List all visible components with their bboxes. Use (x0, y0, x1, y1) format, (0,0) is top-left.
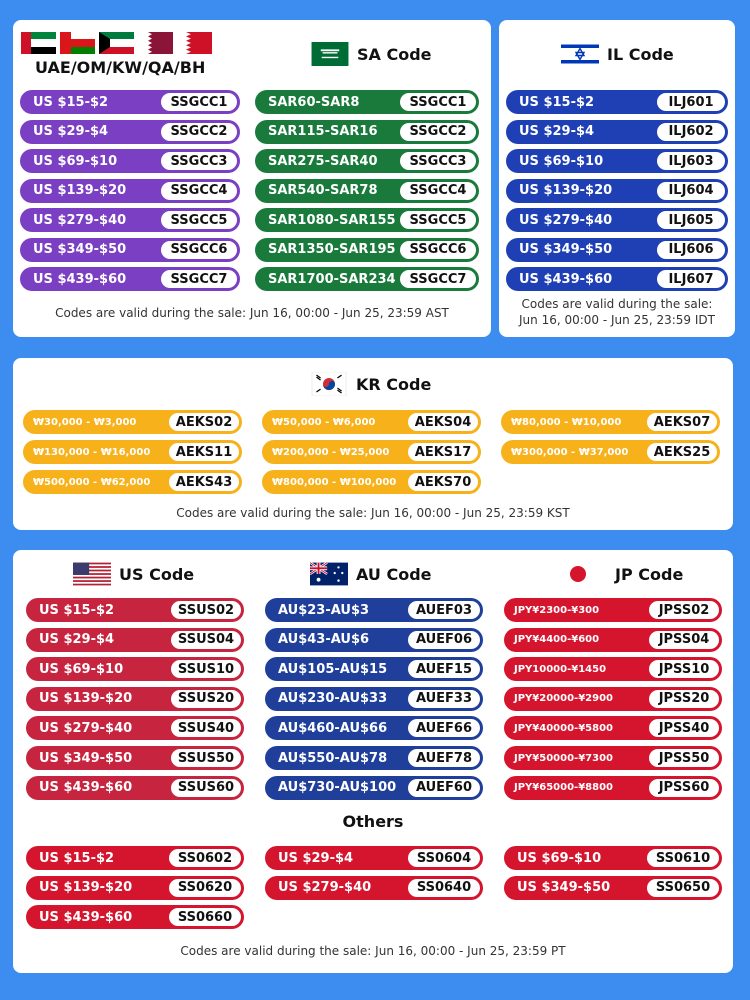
others-coupon-5 (265, 876, 483, 900)
coupon-amount: US $279-$40 (278, 880, 372, 896)
us-coupon-3 (26, 657, 244, 681)
sa-title-group (311, 42, 432, 66)
coupon-code: SSGCC3 (400, 152, 476, 170)
jp-coupon-3 (504, 657, 722, 681)
coupon-code: SSGCC5 (161, 211, 237, 229)
au-coupon-1 (265, 598, 483, 622)
au-coupon-3 (265, 657, 483, 681)
il-coupon-1 (506, 90, 728, 114)
coupon-amount: US $69-$10 (39, 661, 124, 677)
jp-title: JP Code (615, 564, 684, 584)
kr-validity-note: Codes are valid during the sale: Jun 16, 00:00 - Jun 25, 23:59 KST (176, 506, 570, 520)
coupon-code: SSGCC5 (400, 211, 476, 229)
kr-panel (13, 358, 733, 530)
coupon-code: AUEF33 (408, 690, 480, 708)
coupon-amount: ₩300,000 - ₩37,000 (511, 446, 629, 458)
us-coupon-7 (26, 776, 244, 800)
gcc-coupon-4 (20, 179, 240, 203)
kr-col2-coupon-1 (262, 410, 481, 434)
coupon-code: SS0620 (169, 879, 241, 897)
gcc-coupon-5 (20, 208, 240, 232)
gcc-title: UAE/OM/KW/QA/BH (35, 58, 206, 77)
coupon-amount: ₩80,000 - ₩10,000 (511, 416, 622, 428)
coupon-code: SSGCC2 (161, 123, 237, 141)
coupon-amount: US $439-$60 (519, 271, 613, 287)
coupon-amount: ₩500,000 - ₩62,000 (33, 476, 151, 488)
il-validity-note-line1: Codes are valid during the sale: (521, 297, 713, 311)
us-flag-icon (73, 562, 111, 586)
coupon-amount: SAR540-SAR78 (268, 183, 378, 198)
coupon-amount: AU$23-AU$3 (278, 602, 370, 618)
others-coupon-3 (504, 846, 722, 870)
coupon-amount: SAR60-SAR8 (268, 94, 360, 110)
il-coupon-3 (506, 149, 728, 173)
au-coupon-7 (265, 776, 483, 800)
coupon-amount: AU$230-AU$33 (278, 691, 388, 707)
coupon-amount: JPY¥50000-¥7300 (514, 752, 613, 764)
coupon-code: JPSS02 (649, 601, 719, 619)
coupon-amount: SAR115-SAR16 (268, 124, 378, 139)
uae-flag-icon (21, 32, 56, 54)
sa-coupon-2 (255, 120, 479, 144)
coupon-amount: US $349-$50 (517, 880, 611, 896)
coupon-code: SS0604 (408, 849, 480, 867)
coupon-amount: US $139-$20 (33, 183, 127, 198)
jp-title-group (561, 562, 683, 586)
jp-coupon-2 (504, 628, 722, 652)
coupon-code: AEKS11 (169, 443, 239, 461)
il-coupon-5 (506, 208, 728, 232)
kr-col1-coupon-3 (23, 470, 242, 494)
sa-coupon-4 (255, 179, 479, 203)
coupon-code: SS0660 (169, 908, 241, 926)
il-coupon-6 (506, 238, 728, 262)
il-panel (499, 20, 735, 337)
coupon-code: SS0640 (408, 879, 480, 897)
gcc-coupon-6 (20, 238, 240, 262)
bottom-validity-note: Codes are valid during the sale: Jun 16, 00:00 - Jun 25, 23:59 PT (180, 944, 566, 958)
us-coupon-4 (26, 687, 244, 711)
coupon-code: SS0610 (647, 849, 719, 867)
coupon-code: SSGCC6 (161, 241, 237, 259)
coupon-code: JPSS10 (649, 660, 719, 678)
others-coupon-6 (504, 876, 722, 900)
coupon-amount: ₩800,000 - ₩100,000 (272, 476, 397, 488)
coupon-code: JPSS20 (649, 690, 719, 708)
coupon-amount: US $279-$40 (39, 720, 133, 736)
coupon-code: SSGCC3 (161, 152, 237, 170)
coupon-code: SSGCC1 (161, 93, 237, 111)
coupon-code: ILJ602 (657, 123, 725, 141)
kr-title: KR Code (356, 374, 432, 394)
japan-flag-icon (561, 562, 599, 586)
au-coupon-6 (265, 746, 483, 770)
saudi-flag-icon (311, 42, 349, 66)
sa-title: SA Code (357, 44, 432, 64)
us-au-jp-panel (13, 550, 733, 973)
others-coupon-1 (26, 846, 244, 870)
sa-coupon-3 (255, 149, 479, 173)
coupon-code: AUEF66 (408, 719, 480, 737)
coupon-code: AEKS70 (408, 473, 478, 491)
coupon-amount: ₩130,000 - ₩16,000 (33, 446, 151, 458)
others-coupon-2 (265, 846, 483, 870)
kr-title-group (310, 372, 431, 396)
coupon-amount: US $69-$10 (519, 153, 604, 169)
coupon-amount: US $29-$4 (519, 124, 595, 139)
jp-coupon-4 (504, 687, 722, 711)
coupon-amount: US $15-$2 (519, 94, 595, 110)
kr-col2-coupon-3 (262, 470, 481, 494)
coupon-code: SSUS40 (171, 719, 241, 737)
jp-coupon-1 (504, 598, 722, 622)
il-coupon-4 (506, 179, 728, 203)
coupon-amount: JPY¥20000-¥2900 (514, 693, 613, 705)
coupon-amount: US $439-$60 (33, 271, 127, 287)
israel-flag-icon (561, 42, 599, 66)
coupon-amount: JPY¥4400-¥600 (514, 634, 600, 646)
coupon-code: ILJ603 (657, 152, 725, 170)
coupon-code: AUEF06 (408, 631, 480, 649)
coupon-code: ILJ607 (657, 270, 725, 288)
coupon-amount: US $279-$40 (519, 212, 613, 228)
coupon-code: ILJ606 (657, 241, 725, 259)
au-coupon-5 (265, 716, 483, 740)
coupon-code: JPSS40 (649, 719, 719, 737)
coupon-amount: US $439-$60 (39, 780, 133, 796)
coupon-code: SSUS04 (171, 631, 241, 649)
jp-coupon-6 (504, 746, 722, 770)
coupon-code: ILJ604 (657, 182, 725, 200)
oman-flag-icon (60, 32, 95, 54)
coupon-amount: AU$105-AU$15 (278, 661, 388, 677)
us-coupon-6 (26, 746, 244, 770)
gcc-coupon-7 (20, 267, 240, 291)
gcc-coupon-2 (20, 120, 240, 144)
coupon-code: SSUS60 (171, 779, 241, 797)
coupon-amount: US $29-$4 (33, 124, 109, 139)
coupon-amount: JPY¥65000-¥8800 (514, 782, 613, 794)
korea-flag-icon (310, 372, 348, 396)
coupon-code: SSUS20 (171, 690, 241, 708)
kr-col3-coupon-2 (501, 440, 720, 464)
coupon-amount: SAR1700-SAR234 (268, 271, 396, 287)
coupon-code: ILJ601 (657, 93, 725, 111)
us-title: US Code (119, 564, 195, 584)
coupon-amount: US $15-$2 (39, 602, 115, 618)
others-coupon-4 (26, 876, 244, 900)
coupon-amount: US $279-$40 (33, 212, 127, 228)
sa-coupon-6 (255, 238, 479, 262)
gcc-validity-note: Codes are valid during the sale: Jun 16, 00:00 - Jun 25, 23:59 AST (55, 306, 449, 320)
coupon-code: SSGCC2 (400, 123, 476, 141)
coupon-amount: US $15-$2 (33, 94, 109, 110)
coupon-code: AUEF03 (408, 601, 480, 619)
coupon-amount: US $69-$10 (33, 153, 118, 169)
coupon-amount: US $139-$20 (519, 183, 613, 198)
coupon-amount: JPY10000-¥1450 (514, 663, 607, 675)
gcc-sa-panel (13, 20, 491, 337)
coupon-code: ILJ605 (657, 211, 725, 229)
au-coupon-2 (265, 628, 483, 652)
coupon-amount: AU$730-AU$100 (278, 780, 397, 796)
il-title-group (561, 42, 674, 66)
coupon-code: SSGCC4 (400, 182, 476, 200)
jp-coupon-5 (504, 716, 722, 740)
coupon-code: SSUS10 (171, 660, 241, 678)
jp-coupon-7 (504, 776, 722, 800)
us-coupon-5 (26, 716, 244, 740)
coupon-amount: US $349-$50 (33, 242, 127, 257)
coupon-code: AEKS04 (408, 413, 478, 431)
gcc-coupon-1 (20, 90, 240, 114)
kuwait-flag-icon (99, 32, 134, 54)
others-coupon-7 (26, 905, 244, 929)
us-coupon-2 (26, 628, 244, 652)
coupon-amount: US $29-$4 (39, 632, 115, 648)
coupon-code: SSGCC6 (400, 241, 476, 259)
bahrain-flag-icon (177, 32, 212, 54)
coupon-code: AEKS07 (647, 413, 717, 431)
coupon-code: JPSS04 (649, 631, 719, 649)
coupon-code: SSGCC1 (400, 93, 476, 111)
us-title-group (73, 562, 194, 586)
others-title: Others (342, 812, 404, 831)
il-validity-note-line2: Jun 16, 00:00 - Jun 25, 23:59 IDT (519, 313, 715, 327)
il-coupon-2 (506, 120, 728, 144)
kr-col1-coupon-1 (23, 410, 242, 434)
au-title: AU Code (356, 564, 432, 584)
il-title: IL Code (607, 44, 674, 64)
coupon-code: SSUS02 (171, 601, 241, 619)
coupon-code: SSGCC4 (161, 182, 237, 200)
coupon-amount: AU$43-AU$6 (278, 632, 370, 648)
coupon-amount: SAR1350-SAR195 (268, 242, 396, 257)
coupon-amount: ₩200,000 - ₩25,000 (272, 446, 390, 458)
coupon-amount: US $15-$2 (39, 850, 115, 866)
coupon-amount: US $29-$4 (278, 850, 354, 866)
coupon-code: JPSS50 (649, 749, 719, 767)
australia-flag-icon (310, 562, 348, 586)
au-title-group (310, 562, 432, 586)
kr-col2-coupon-2 (262, 440, 481, 464)
il-coupon-7 (506, 267, 728, 291)
gcc-coupon-3 (20, 149, 240, 173)
coupon-amount: US $439-$60 (39, 909, 133, 925)
coupon-code: SSGCC7 (400, 270, 476, 288)
coupon-amount: US $349-$50 (519, 242, 613, 257)
coupon-amount: AU$550-AU$78 (278, 750, 388, 766)
coupon-amount: US $139-$20 (39, 880, 133, 896)
coupon-amount: JPY¥2300-¥300 (514, 604, 600, 616)
coupon-code: SSUS50 (171, 749, 241, 767)
coupon-amount: US $139-$20 (39, 691, 133, 707)
coupon-amount: SAR1080-SAR155 (268, 212, 396, 228)
coupon-code: SS0650 (647, 879, 719, 897)
au-coupon-4 (265, 687, 483, 711)
coupon-code: AEKS25 (647, 443, 717, 461)
sa-coupon-1 (255, 90, 479, 114)
kr-col1-coupon-2 (23, 440, 242, 464)
qatar-flag-icon (138, 32, 173, 54)
coupon-amount: ₩30,000 - ₩3,000 (33, 416, 137, 428)
sa-coupon-5 (255, 208, 479, 232)
coupon-amount: SAR275-SAR40 (268, 153, 378, 169)
sa-coupon-7 (255, 267, 479, 291)
coupon-amount: US $349-$50 (39, 750, 133, 766)
coupon-code: JPSS60 (649, 779, 719, 797)
coupon-code: AEKS17 (408, 443, 478, 461)
coupon-amount: ₩50,000 - ₩6,000 (272, 416, 376, 428)
coupon-code: AUEF60 (408, 779, 480, 797)
us-coupon-1 (26, 598, 244, 622)
kr-col3-coupon-1 (501, 410, 720, 434)
gcc-flags (21, 32, 212, 54)
coupon-code: AEKS02 (169, 413, 239, 431)
coupon-code: AUEF15 (408, 660, 480, 678)
coupon-amount: JPY¥40000-¥5800 (514, 722, 613, 734)
coupon-amount: AU$460-AU$66 (278, 720, 388, 736)
coupon-amount: US $69-$10 (517, 850, 602, 866)
coupon-code: AEKS43 (169, 473, 239, 491)
coupon-code: SS0602 (169, 849, 241, 867)
coupon-code: SSGCC7 (161, 270, 237, 288)
coupon-code: AUEF78 (408, 749, 480, 767)
